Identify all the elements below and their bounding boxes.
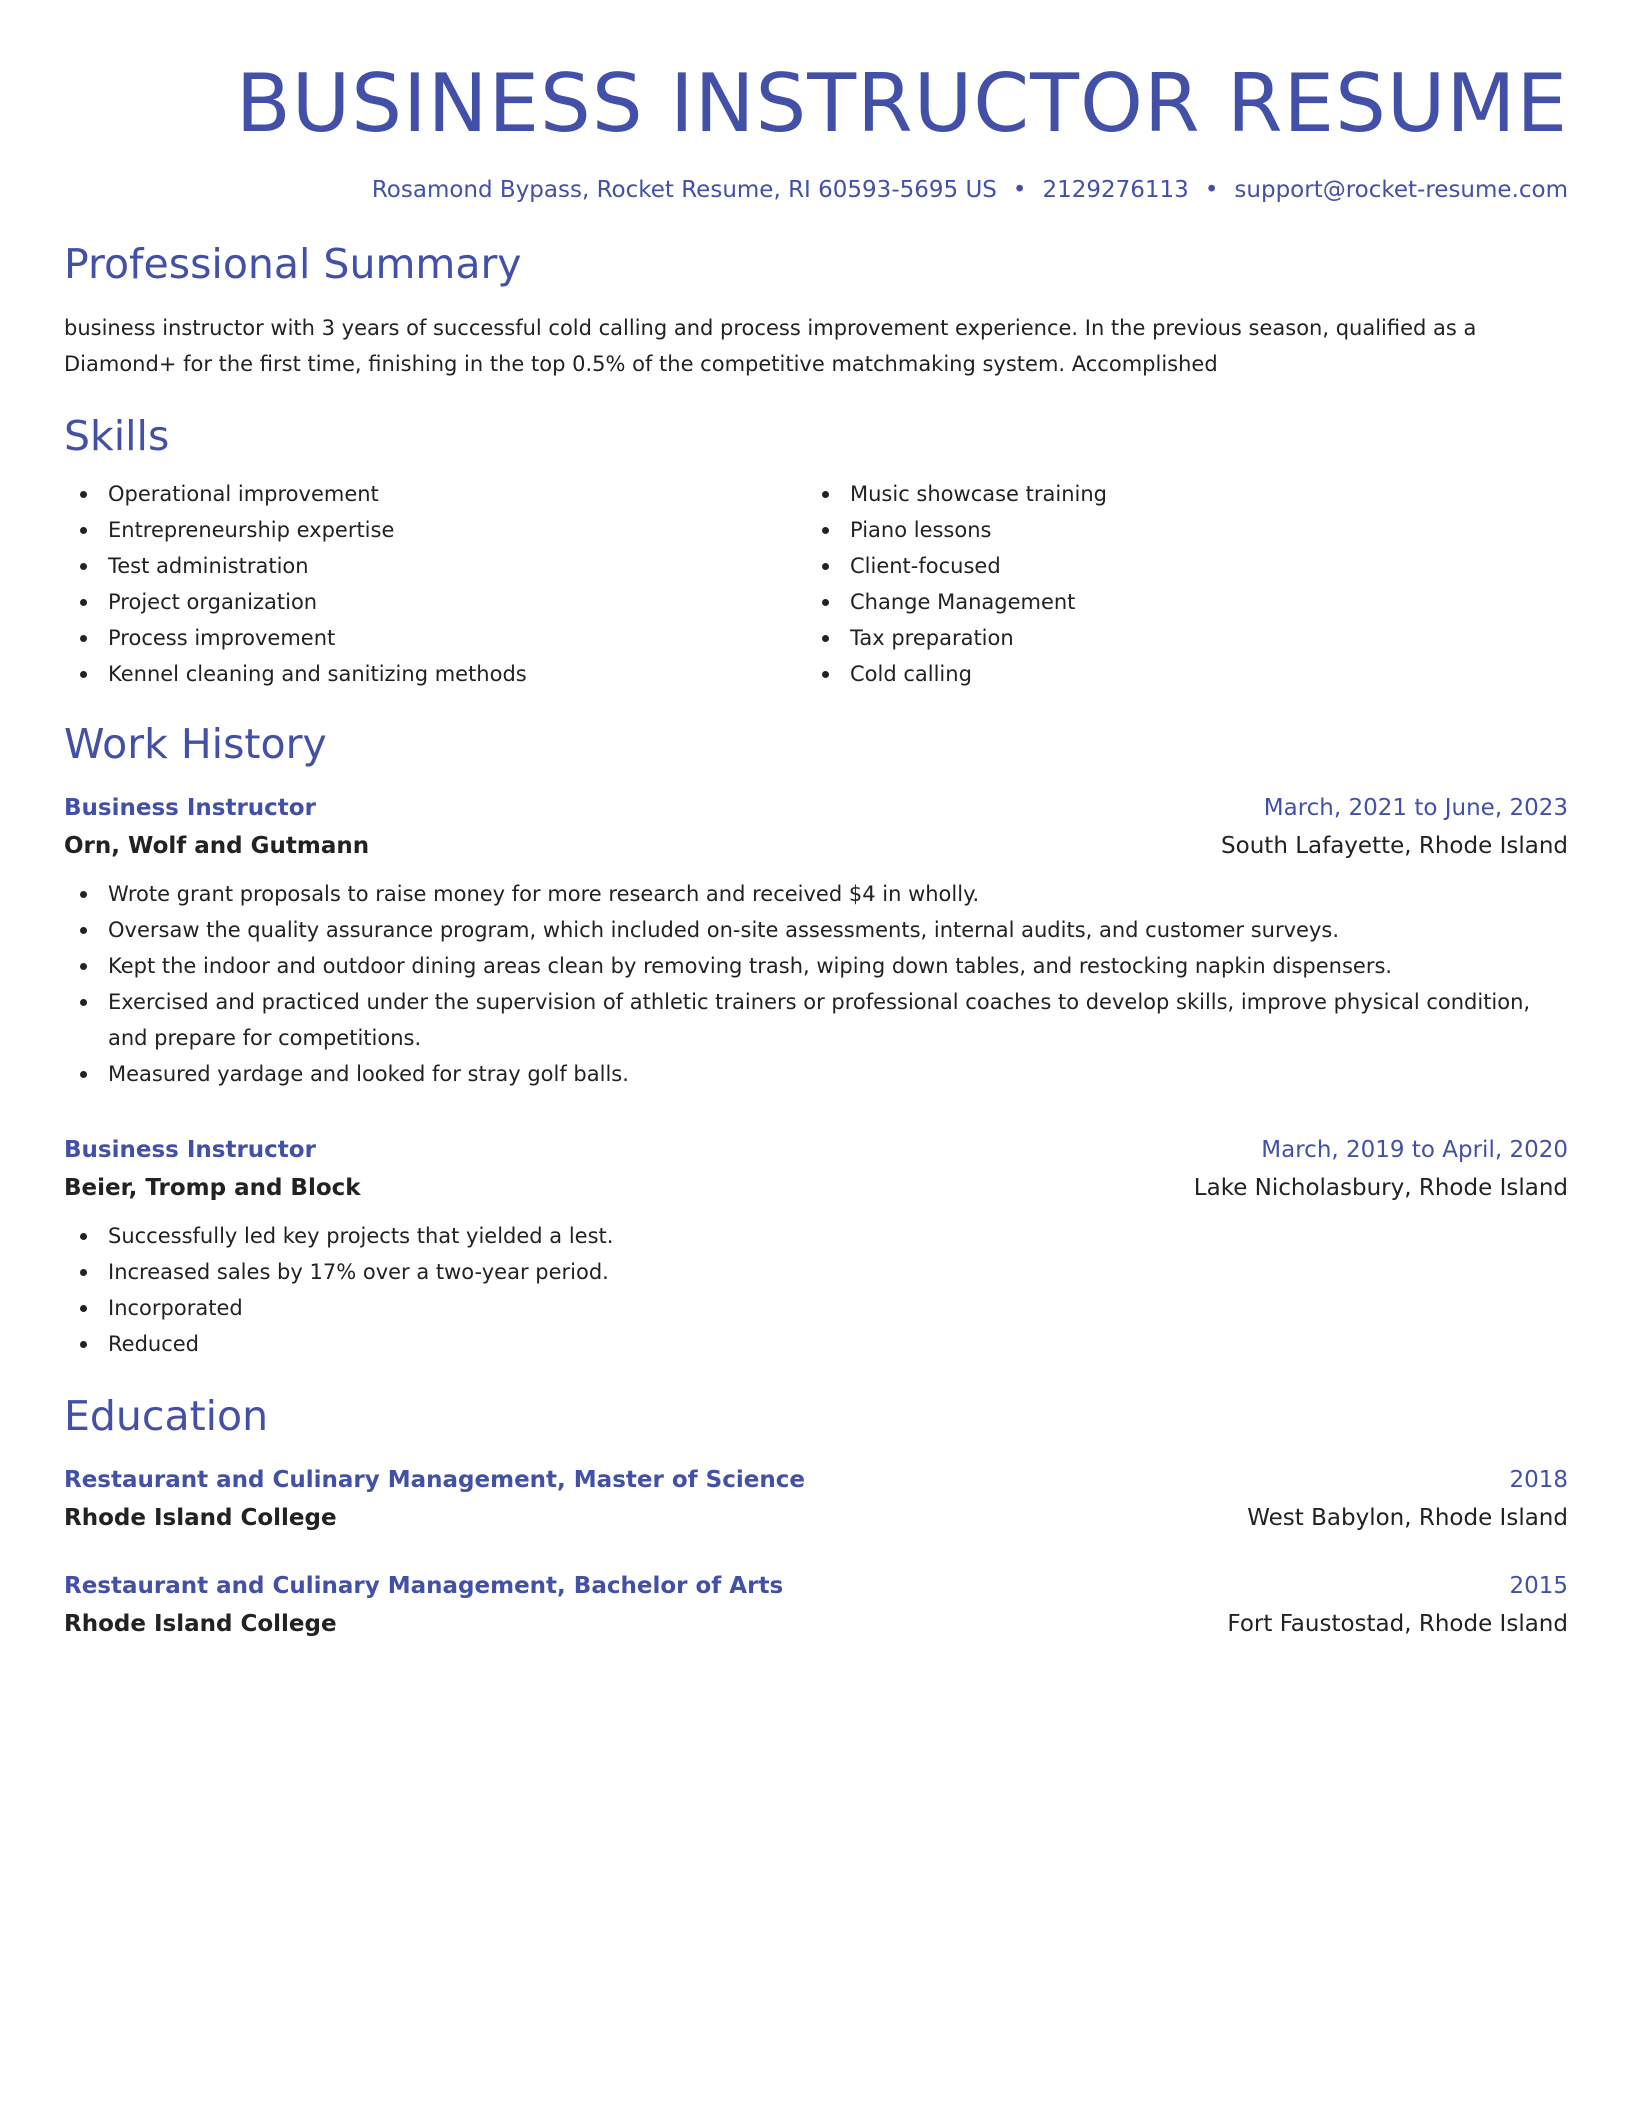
- job-role: Business Instructor: [64, 1137, 316, 1163]
- job-entry: [64, 790, 1568, 1092]
- job-bullets: [64, 876, 1568, 1092]
- resume-page: [64, 0, 1568, 1644]
- job-location: Lake Nicholasbury, Rhode Island: [1193, 1175, 1568, 1201]
- contact-separator: •: [1012, 177, 1027, 203]
- contact-email[interactable]: support@rocket-resume.com: [1234, 177, 1568, 203]
- job-bullet: Exercised and practiced under the supervision of athletic trainers or professional coaches to develop skills, improve physical condition, and prepare for competitions.: [64, 984, 1568, 1056]
- skills-right-list: [806, 476, 1548, 692]
- skill-item: Cold calling: [806, 656, 1548, 692]
- job-bullet: Measured yardage and looked for stray golf balls.: [64, 1056, 1568, 1092]
- job-bullet: Reduced: [64, 1326, 1568, 1362]
- skill-item: Change Management: [806, 584, 1548, 620]
- education-year: 2015: [1509, 1573, 1568, 1599]
- job-dates: March, 2019 to April, 2020: [1261, 1137, 1568, 1163]
- skills-columns: [64, 476, 1568, 692]
- skill-item: Test administration: [64, 548, 806, 584]
- job-company: Orn, Wolf and Gutmann: [64, 833, 370, 859]
- job-role: Business Instructor: [64, 795, 316, 821]
- job-bullet: Increased sales by 17% over a two-year period.: [64, 1254, 1568, 1290]
- education-entry: [64, 1568, 1568, 1644]
- job-entry: [64, 1132, 1568, 1362]
- skill-item: Project organization: [64, 584, 806, 620]
- education-school: Rhode Island College: [64, 1505, 337, 1531]
- job-company: Beier, Tromp and Block: [64, 1175, 361, 1201]
- job-location: South Lafayette, Rhode Island: [1221, 833, 1568, 859]
- skill-item: Operational improvement: [64, 476, 806, 512]
- skill-item: Entrepreneurship expertise: [64, 512, 806, 548]
- education-degree: Restaurant and Culinary Management, Master of Science: [64, 1467, 805, 1493]
- skill-item: Music showcase training: [806, 476, 1548, 512]
- contact-phone: 2129276113: [1042, 177, 1189, 203]
- skill-item: Tax preparation: [806, 620, 1548, 656]
- education-heading: Education: [64, 1392, 269, 1440]
- education-degree: Restaurant and Culinary Management, Bachelor of Arts: [64, 1573, 784, 1599]
- summary-heading: Professional Summary: [64, 240, 522, 288]
- skill-item: Process improvement: [64, 620, 806, 656]
- job-bullet: Wrote grant proposals to raise money for more research and received $4 in wholly.: [64, 876, 1568, 912]
- skill-item: Client-focused: [806, 548, 1548, 584]
- education-location: Fort Faustostad, Rhode Island: [1227, 1611, 1568, 1637]
- summary-text: business instructor with 3 years of successful cold calling and process improvement experience. In the previous season, qualified as a Diamond+ for the first time, finishing in the top 0.5% of the competitive matchmaking system. Accomplished: [64, 316, 1477, 376]
- contact-address: Rosamond Bypass, Rocket Resume, RI 60593-5695 US: [371, 177, 997, 203]
- job-bullet: Successfully led key projects that yielded a lest.: [64, 1218, 1568, 1254]
- skill-item: Kennel cleaning and sanitizing methods: [64, 656, 806, 692]
- job-bullet: Oversaw the quality assurance program, which included on-site assessments, internal audits, and customer surveys.: [64, 912, 1568, 948]
- job-bullet: Kept the indoor and outdoor dining areas clean by removing trash, wiping down tables, and restocking napkin dispensers.: [64, 948, 1568, 984]
- resume-title: BUSINESS INSTRUCTOR RESUME: [235, 57, 1568, 150]
- education-location: West Babylon, Rhode Island: [1247, 1505, 1568, 1531]
- job-bullet: Incorporated: [64, 1290, 1568, 1326]
- contact-separator: •: [1204, 177, 1219, 203]
- skills-left-list: [64, 476, 806, 692]
- work-history-heading: Work History: [64, 720, 327, 768]
- contact-line: [64, 174, 1568, 206]
- education-school: Rhode Island College: [64, 1611, 337, 1637]
- job-bullets: [64, 1218, 1568, 1362]
- job-dates: March, 2021 to June, 2023: [1263, 795, 1568, 821]
- skill-item: Piano lessons: [806, 512, 1548, 548]
- skills-heading: Skills: [64, 412, 170, 460]
- education-entry: [64, 1462, 1568, 1538]
- education-year: 2018: [1509, 1467, 1568, 1493]
